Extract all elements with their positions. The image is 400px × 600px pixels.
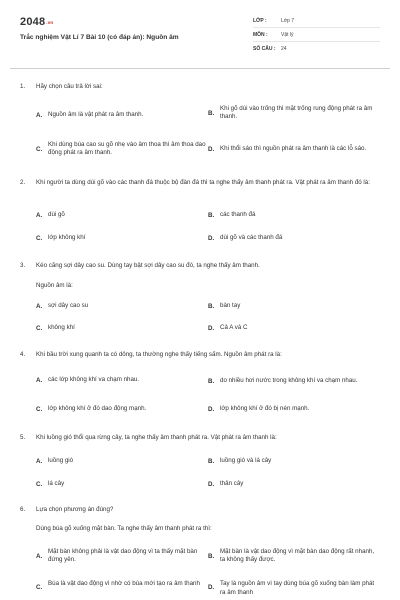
option-text: sợi dây cao su: [48, 301, 89, 309]
option-b[interactable]: [208, 210, 378, 220]
option-a[interactable]: [36, 210, 206, 220]
question-4: [20, 350, 380, 359]
option-text: các lớp không khí va chạm nhau.: [48, 375, 140, 383]
header-divider: [10, 68, 390, 69]
option-letter: B.: [208, 211, 215, 219]
option-c[interactable]: [36, 233, 206, 243]
option-letter: A.: [36, 302, 43, 310]
option-text: các thanh đá: [220, 210, 256, 218]
question-2: [20, 178, 380, 187]
option-letter: B.: [208, 552, 215, 560]
meta-row-class: [253, 14, 380, 28]
question-number: 5.: [20, 434, 26, 441]
option-a[interactable]: [36, 375, 206, 385]
option-letter: B.: [208, 377, 215, 385]
options-q2: [36, 208, 380, 248]
option-text: lớp không khí ở đó bị nén mạnh.: [220, 404, 310, 412]
option-letter: B.: [208, 302, 215, 310]
option-letter: D.: [208, 480, 215, 488]
option-a[interactable]: [36, 456, 206, 466]
option-d[interactable]: [208, 580, 378, 600]
option-letter: D.: [208, 145, 215, 153]
site-logo[interactable]: [20, 16, 53, 28]
question-text: Lựa chọn phương án đúng?: [36, 506, 114, 513]
logo-sub: .vn: [46, 20, 54, 25]
question-line: [20, 82, 380, 91]
question-number: 6.: [20, 506, 26, 513]
option-letter: B.: [208, 457, 215, 465]
option-a[interactable]: [36, 107, 206, 123]
option-text: lá cây: [48, 479, 65, 487]
question-number: 4.: [20, 351, 26, 358]
option-letter: D.: [208, 584, 215, 591]
option-b[interactable]: [208, 301, 378, 311]
document-header: [20, 14, 380, 64]
option-c[interactable]: [36, 479, 206, 489]
option-d[interactable]: [208, 233, 378, 243]
option-letter: C.: [36, 145, 43, 153]
meta-row-count: [253, 42, 380, 56]
option-letter: A.: [36, 111, 43, 119]
option-b[interactable]: [208, 101, 378, 125]
option-text: lớp không khí: [48, 233, 86, 241]
options-q6: [36, 544, 380, 600]
option-text: Khi thổi sáo thì nguồn phát ra âm thanh là các lỗ sáo.: [220, 144, 367, 152]
question-text: Hãy chọn câu trả lời sai:: [36, 83, 103, 90]
question-line: [20, 505, 380, 514]
question-3: [20, 261, 380, 290]
option-text: Cả A và C: [220, 323, 248, 331]
option-d[interactable]: [208, 137, 378, 161]
question-line: [20, 350, 380, 359]
option-letter: C.: [36, 324, 43, 332]
question-5: [20, 433, 380, 442]
question-number: 1.: [20, 83, 26, 90]
option-text: Nguồn âm là vật phát ra âm thanh.: [48, 110, 144, 118]
option-letter: C.: [36, 405, 43, 413]
option-letter: C.: [36, 584, 43, 591]
option-c[interactable]: [36, 323, 206, 333]
option-text: Khi gõ dùi vào trống thì mặt trống rung động phát ra âm thanh.: [220, 104, 373, 120]
options-q4: [36, 369, 380, 421]
meta-key: LỚP :: [253, 17, 267, 24]
question-6: [20, 505, 380, 533]
option-d[interactable]: [208, 323, 378, 333]
option-text: dùi gõ: [48, 210, 65, 218]
option-text: Mặt bàn là vật dao động vì mặt bàn dao động rất nhanh, ta không thấy được.: [220, 547, 375, 563]
option-letter: B.: [208, 109, 215, 117]
option-text: bàn tay: [220, 301, 241, 309]
option-b[interactable]: [208, 544, 378, 568]
option-text: dùi gõ và các thanh đá: [220, 233, 283, 241]
option-letter: A.: [36, 457, 43, 465]
option-b[interactable]: [208, 456, 378, 466]
option-letter: A.: [36, 376, 43, 384]
meta-key: MÔN :: [253, 31, 268, 38]
meta-row-subject: [253, 28, 380, 42]
meta-value: Lớp 7: [281, 17, 295, 24]
option-letter: D.: [208, 405, 215, 413]
option-d[interactable]: [208, 479, 378, 489]
meta-key: SỐ CÂU :: [253, 46, 276, 52]
option-letter: C.: [36, 234, 43, 242]
option-a[interactable]: [36, 544, 206, 568]
options-q1: [36, 101, 380, 163]
options-q5: [36, 455, 380, 495]
option-text: Khi dùng búa cao su gõ nhẹ vào âm thoa thì âm thoa dao động phát ra âm thanh.: [48, 140, 206, 156]
option-letter: D.: [208, 234, 215, 242]
option-text: Mặt bàn không phải là vật dao động vì ta thấy mặt bàn đứng yên.: [48, 547, 198, 563]
option-c[interactable]: [36, 580, 206, 600]
meta-table: [253, 14, 380, 56]
question-text: Khi bầu trời xung quanh ta có dông, ta thường nghe thấy tiếng sấm. Nguồn âm phát ra là:: [36, 351, 282, 358]
option-letter: A.: [36, 552, 43, 560]
option-letter: D.: [208, 324, 215, 332]
question-line: [20, 261, 380, 270]
option-a[interactable]: [36, 301, 206, 311]
meta-value: 24: [281, 46, 287, 52]
question-text: Khi luồng gió thổi qua rừng cây, ta nghe thấy âm thanh phát ra. Vật phát ra âm thanh là:: [36, 434, 277, 441]
option-text: Tay là nguồn âm vì tay dùng búa gõ xuống bàn làm phát ra âm thanh: [220, 580, 375, 596]
question-line: [20, 433, 380, 442]
question-number: 2.: [20, 179, 26, 186]
question-1: [20, 82, 380, 91]
option-letter: A.: [36, 211, 43, 219]
option-c[interactable]: [36, 137, 206, 161]
option-text: thân cây: [220, 479, 244, 487]
option-text: luồng gió và lá cây: [220, 456, 272, 464]
logo-main: 2048: [20, 16, 46, 28]
document-title: Trắc nghiệm Vật Lí 7 Bài 10 (có đáp án): Nguồn âm: [20, 34, 179, 41]
question-text: Kéo căng sợi dây cao su. Dùng tay bật sợi dây cao su đó, ta nghe thấy âm thanh.: [36, 262, 260, 269]
question-text: Khi người ta dùng dùi gõ vào các thanh đá thuộc bộ đàn đá thì ta nghe thấy âm thanh phát ra. Vật phát ra âm thanh đó là:: [36, 179, 370, 186]
option-text: lớp không khí ở đó dao động mạnh.: [48, 404, 147, 412]
question-subtext: Dùng búa gõ xuống mặt bàn. Ta nghe thấy âm thanh phát ra thì:: [36, 525, 212, 532]
options-q3: [36, 299, 380, 339]
option-text: luồng gió: [48, 456, 74, 464]
option-c[interactable]: [36, 404, 206, 414]
option-text: do nhiều hơi nước trong không khí va chạm nhau.: [220, 376, 358, 384]
option-text: không khí: [48, 323, 75, 331]
question-subtext: Nguồn âm là:: [36, 282, 73, 289]
option-b[interactable]: [208, 369, 378, 393]
option-d[interactable]: [208, 404, 378, 414]
question-line: [20, 178, 380, 187]
option-letter: C.: [36, 480, 43, 488]
option-text: Búa là vật dao động vì nhờ có búa mới tạo ra âm thanh: [48, 580, 200, 587]
meta-value: Vật lý: [281, 31, 294, 38]
question-number: 3.: [20, 262, 26, 269]
